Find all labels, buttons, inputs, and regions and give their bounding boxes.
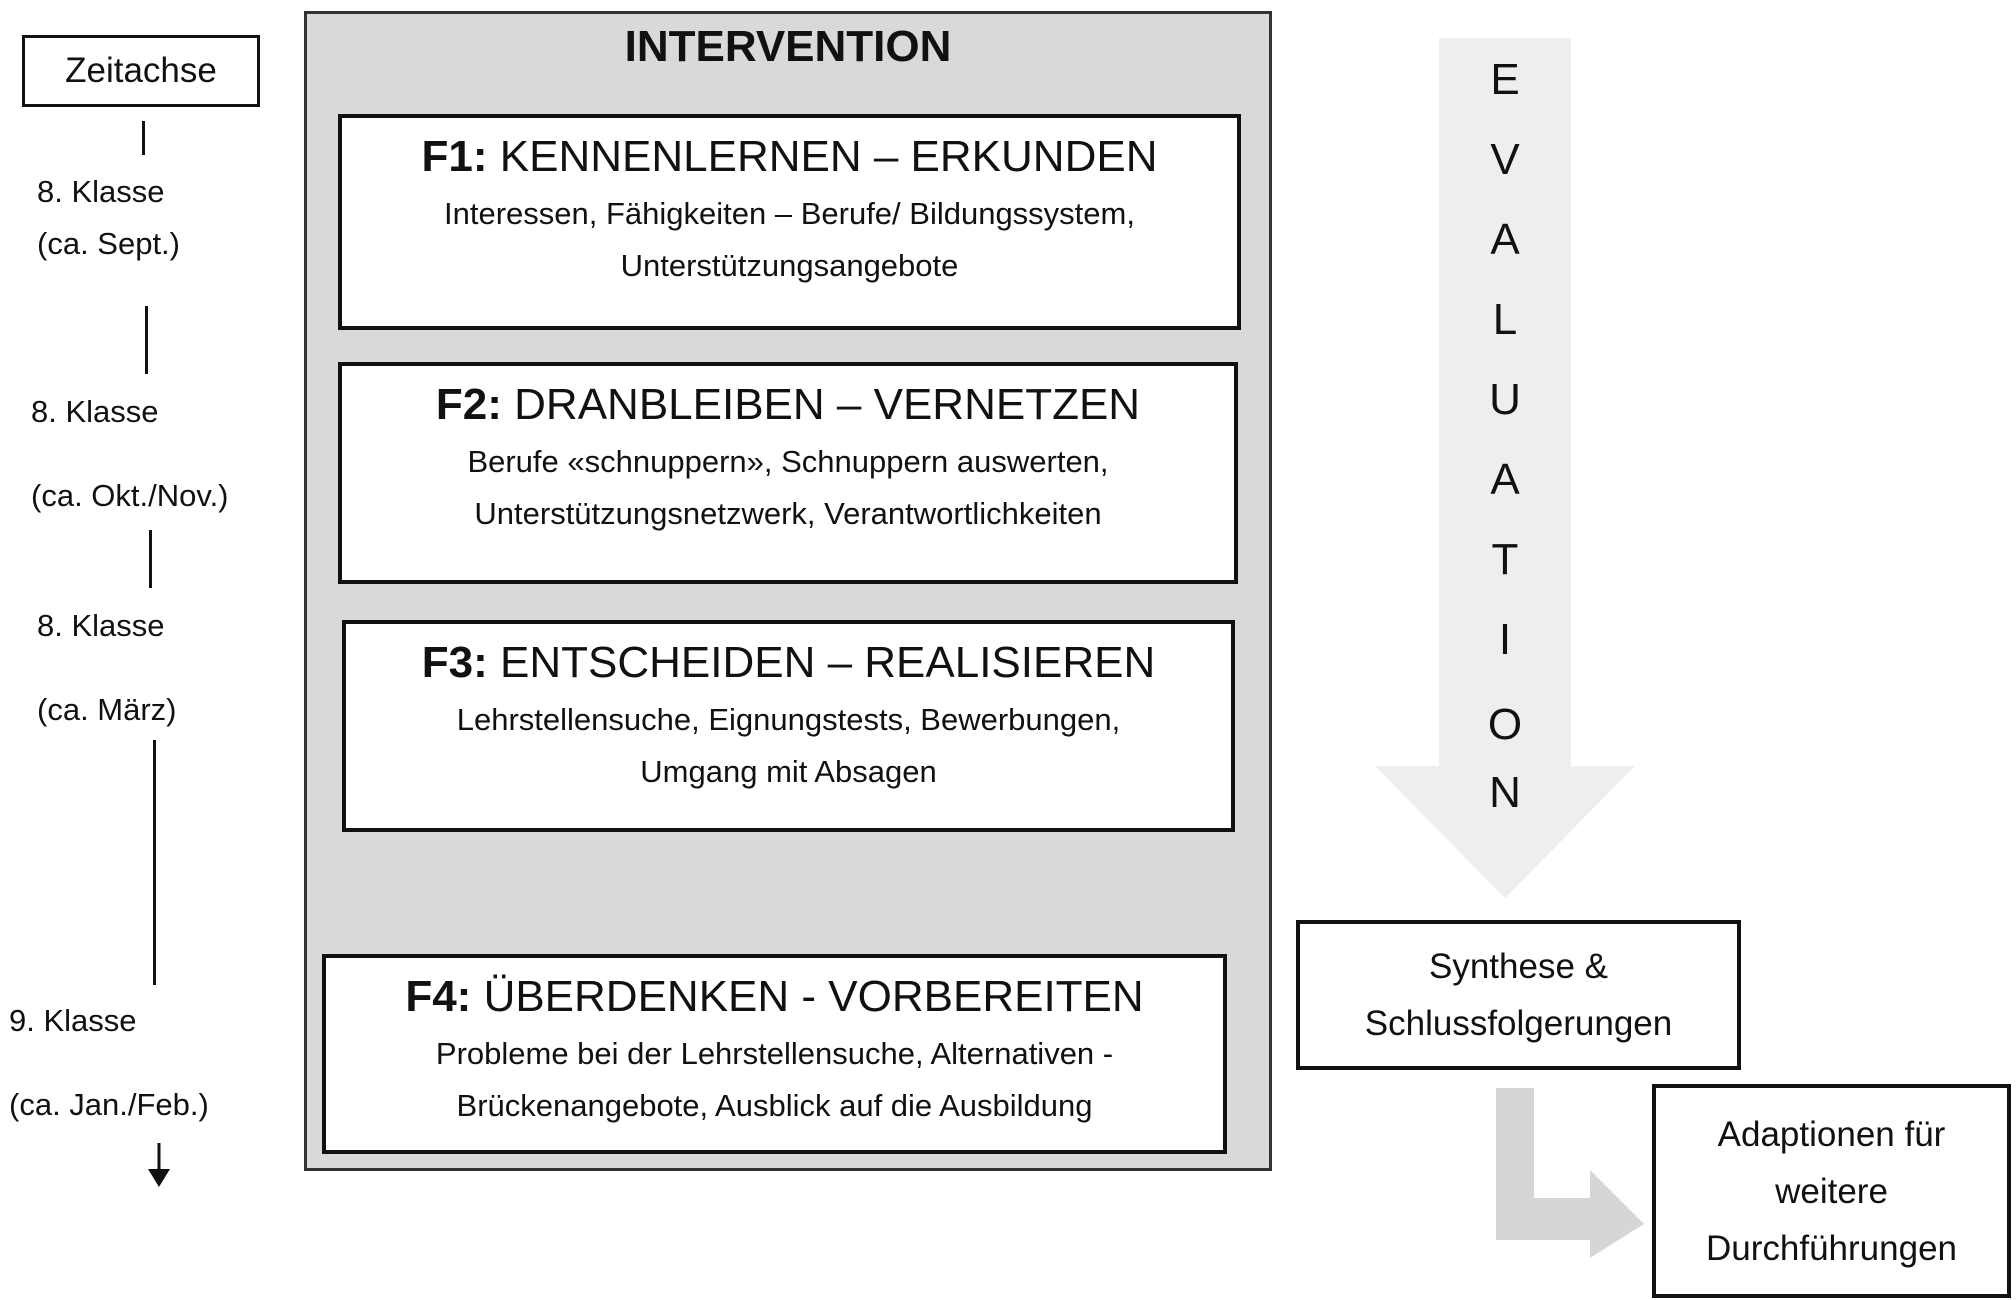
synthesis-box xyxy=(1296,920,1741,1070)
timeline-connector xyxy=(142,121,145,155)
phase-f4-name: ÜBERDENKEN - VORBEREITEN xyxy=(483,972,1144,1021)
evaluation-letter: U xyxy=(1489,375,1521,424)
phase-f4-code: F4: xyxy=(405,972,472,1021)
phase-f2-line-2: Unterstützungsnetzwerk, Verantwortlichkeiten xyxy=(474,496,1102,531)
timeline-grade-4: 9. Klasse xyxy=(9,1003,137,1038)
phase-f3-line-1: Lehrstellensuche, Eignungstests, Bewerbungen, xyxy=(456,702,1121,737)
phase-f3-line-2: Umgang mit Absagen xyxy=(640,754,937,789)
phase-f1-line-1: Interessen, Fähigkeiten – Berufe/ Bildungssystem, xyxy=(444,196,1135,231)
phase-f1-title xyxy=(342,132,1237,182)
adaptions-box xyxy=(1652,1084,2011,1298)
intervention-title: INTERVENTION xyxy=(624,22,952,71)
phase-f4-line-1: Probleme bei der Lehrstellensuche, Alternativen - xyxy=(435,1036,1114,1071)
phase-f4-description xyxy=(326,1028,1223,1132)
phase-f3-description xyxy=(346,694,1231,798)
phase-f1-description xyxy=(342,188,1237,292)
timeline-arrow-down-icon xyxy=(144,1143,174,1189)
timeline-connector xyxy=(145,306,148,374)
evaluation-letter: O xyxy=(1487,700,1523,749)
timeline-period-1: (ca. Sept.) xyxy=(37,226,180,261)
phase-f4-title xyxy=(326,972,1223,1022)
phase-f1-box xyxy=(338,114,1241,330)
phase-f2-name: DRANBLEIBEN – VERNETZEN xyxy=(514,380,1141,429)
phase-f2-description xyxy=(342,436,1234,540)
phase-f2-line-1: Berufe «schnuppern», Schnuppern auswerten, xyxy=(467,444,1109,479)
adaptions-line-3: Durchführungen xyxy=(1706,1228,1957,1268)
timeline-grade-3: 8. Klasse xyxy=(37,608,165,643)
synthesis-line-2: Schlussfolgerungen xyxy=(1364,1004,1673,1043)
adaptions-line-1: Adaptionen für xyxy=(1717,1114,1946,1154)
phase-f4-box xyxy=(322,954,1227,1154)
evaluation-letter: L xyxy=(1492,295,1518,344)
evaluation-letter: V xyxy=(1490,135,1520,184)
phase-f1-name: KENNENLERNEN – ERKUNDEN xyxy=(499,132,1158,181)
timeline-period-2: (ca. Okt./Nov.) xyxy=(31,478,229,513)
timeline-grade-2: 8. Klasse xyxy=(31,394,159,429)
phase-f1-code: F1: xyxy=(421,132,488,181)
evaluation-letter: I xyxy=(1498,615,1512,664)
phase-f3-box xyxy=(342,620,1235,832)
phase-f2-box xyxy=(338,362,1238,584)
evaluation-letter: A xyxy=(1490,215,1520,264)
phase-f3-title xyxy=(346,638,1231,688)
evaluation-letter: A xyxy=(1490,455,1520,504)
adaptions-line-2: weitere xyxy=(1775,1171,1888,1211)
evaluation-letter: N xyxy=(1489,768,1521,817)
synthesis-line-1: Synthese & xyxy=(1429,947,1608,986)
timeline-grade-1: 8. Klasse xyxy=(37,174,165,209)
timeline-connector xyxy=(149,530,152,588)
phase-f4-line-2: Brückenangebote, Ausblick auf die Ausbildung xyxy=(456,1088,1093,1123)
phase-f3-code: F3: xyxy=(421,638,488,687)
timeline-title: Zeitachse xyxy=(22,35,260,107)
phase-f2-title xyxy=(342,380,1234,430)
timeline-connector xyxy=(153,740,156,985)
timeline-period-3: (ca. März) xyxy=(37,692,177,727)
phase-f2-code: F2: xyxy=(435,380,502,429)
evaluation-letter: T xyxy=(1491,535,1519,584)
bent-arrow-icon xyxy=(1490,1082,1650,1272)
phase-f1-line-2: Unterstützungsangebote xyxy=(620,248,959,283)
evaluation-letter: E xyxy=(1490,55,1520,104)
phase-f3-name: ENTSCHEIDEN – REALISIEREN xyxy=(499,638,1156,687)
timeline-period-4: (ca. Jan./Feb.) xyxy=(9,1087,209,1122)
